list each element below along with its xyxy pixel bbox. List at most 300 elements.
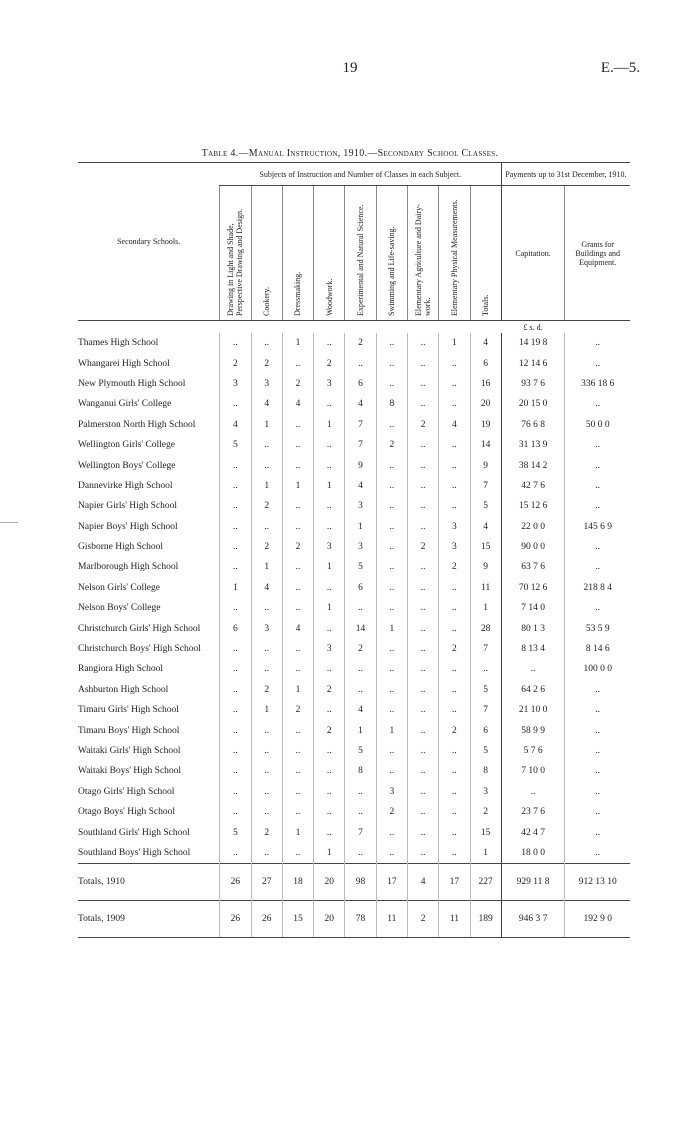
class-count: 1 [220, 578, 251, 598]
class-count: .. [376, 455, 407, 475]
grant-amount: .. [565, 333, 630, 353]
total-class-count: 26 [220, 864, 251, 901]
class-count: .. [407, 659, 438, 679]
row-total: 1 [470, 843, 501, 864]
class-count: .. [407, 782, 438, 802]
class-count: .. [345, 353, 376, 373]
capitation-amount: 76 6 8 [501, 415, 565, 435]
class-count: .. [220, 598, 251, 618]
class-count: .. [376, 822, 407, 842]
class-count: 6 [345, 374, 376, 394]
class-count: 1 [251, 557, 282, 577]
grant-amount: 100 0 0 [565, 659, 630, 679]
row-total: 6 [470, 720, 501, 740]
table-row [78, 700, 630, 720]
table-caption: Table 4.—Manual Instruction, 1910.—Secondary School Classes. [201, 148, 499, 159]
class-count: 2 [407, 537, 438, 557]
class-count: 2 [345, 333, 376, 353]
class-count: .. [220, 720, 251, 740]
table-row [78, 618, 630, 638]
total-class-count: 4 [407, 864, 438, 901]
class-count: .. [439, 394, 470, 414]
class-count: 3 [345, 537, 376, 557]
row-total: 28 [470, 618, 501, 638]
school-name: Southland Boys' High School [78, 847, 191, 858]
class-count: .. [439, 598, 470, 618]
totals-label: Totals, 1909 [78, 901, 220, 938]
class-count: .. [314, 782, 345, 802]
grant-amount: 8 14 6 [565, 639, 630, 659]
capitation-amount: 18 0 0 [501, 843, 565, 864]
subject-header-6: Swimming and Life-saving. [376, 186, 407, 321]
total-class-count: 26 [251, 901, 282, 938]
row-total: 9 [470, 557, 501, 577]
grant-amount: .. [565, 537, 630, 557]
capitation-amount: 7 14 0 [501, 598, 565, 618]
class-count: .. [439, 476, 470, 496]
class-count: 5 [345, 741, 376, 761]
row-total: 3 [470, 782, 501, 802]
class-count: 1 [345, 517, 376, 537]
grant-amount: 53 5 9 [565, 618, 630, 638]
class-count: .. [376, 476, 407, 496]
grand-total: 189 [470, 901, 501, 938]
capitation-amount: 14 19 8 [501, 333, 565, 353]
class-count: .. [220, 517, 251, 537]
class-count: .. [345, 659, 376, 679]
class-count: .. [251, 455, 282, 475]
row-total: 4 [470, 517, 501, 537]
class-count: .. [282, 578, 313, 598]
class-count: .. [407, 700, 438, 720]
class-count: .. [376, 659, 407, 679]
class-count: .. [439, 374, 470, 394]
class-count: .. [407, 435, 438, 455]
grant-amount: 218 8 4 [565, 578, 630, 598]
table-row [78, 557, 630, 577]
school-name: Whangarei High School [78, 358, 170, 369]
class-count: 4 [345, 476, 376, 496]
row-total: 15 [470, 537, 501, 557]
class-count: 4 [345, 394, 376, 414]
subject-header-2: Cookery. [251, 186, 282, 321]
class-count: 1 [314, 557, 345, 577]
table-row [78, 843, 630, 864]
class-count: .. [376, 537, 407, 557]
school-name: Napier Boys' High School [78, 521, 178, 532]
class-count: 2 [251, 353, 282, 373]
class-count: 7 [345, 822, 376, 842]
row-total: 11 [470, 578, 501, 598]
subject-header-4: Woodwork. [314, 186, 345, 321]
school-name: Palmerston North High School [78, 419, 196, 430]
school-name: Gisborne High School [78, 542, 163, 553]
class-count: .. [439, 435, 470, 455]
class-count: 8 [376, 394, 407, 414]
capitation-amount: 21 10 0 [501, 700, 565, 720]
class-count: .. [282, 517, 313, 537]
row-total: 20 [470, 394, 501, 414]
grant-amount: .. [565, 598, 630, 618]
school-name: Rangiora High School [78, 664, 163, 675]
class-count: .. [407, 394, 438, 414]
class-count: .. [220, 659, 251, 679]
class-count: .. [314, 517, 345, 537]
grant-amount: .. [565, 455, 630, 475]
class-count: 9 [345, 455, 376, 475]
class-count: 1 [251, 415, 282, 435]
capitation-amount: 5 7 6 [501, 741, 565, 761]
row-total: 7 [470, 639, 501, 659]
row-total: 8 [470, 761, 501, 781]
table-row [78, 598, 630, 618]
class-count: .. [220, 476, 251, 496]
class-count: .. [376, 700, 407, 720]
class-count: 3 [345, 496, 376, 516]
class-count: .. [439, 659, 470, 679]
class-count: .. [314, 435, 345, 455]
class-count: .. [314, 496, 345, 516]
capitation-amount: 15 12 6 [501, 496, 565, 516]
subjects-group-header: Subjects of Instruction and Number of Classes in each Subject. [220, 163, 502, 186]
class-count: .. [376, 557, 407, 577]
class-count: .. [376, 761, 407, 781]
table-row [78, 415, 630, 435]
class-count: .. [251, 761, 282, 781]
table-row [78, 435, 630, 455]
totals-row [78, 901, 630, 938]
class-count: .. [314, 822, 345, 842]
table-row [78, 476, 630, 496]
class-count: 14 [345, 618, 376, 638]
class-count: .. [439, 802, 470, 822]
row-total: 4 [470, 333, 501, 353]
class-count: .. [220, 782, 251, 802]
capitation-header: Capitation. [501, 186, 565, 321]
capitation-amount: 64 2 6 [501, 680, 565, 700]
row-total: 14 [470, 435, 501, 455]
total-class-count: 11 [439, 901, 470, 938]
class-count: .. [376, 578, 407, 598]
class-count: .. [407, 476, 438, 496]
class-count: .. [251, 639, 282, 659]
class-count: 2 [439, 720, 470, 740]
class-count: .. [220, 680, 251, 700]
class-count: 4 [220, 415, 251, 435]
class-count: 3 [251, 374, 282, 394]
class-count: .. [314, 761, 345, 781]
subject-header-5: Experimental and Natural Science. [345, 186, 376, 321]
class-count: .. [314, 394, 345, 414]
class-count: .. [251, 782, 282, 802]
class-count: 4 [345, 700, 376, 720]
totals-column-header: Totals. [470, 186, 501, 321]
capitation-amount: 63 7 6 [501, 557, 565, 577]
class-count: 6 [220, 618, 251, 638]
school-name: Timaru Girls' High School [78, 705, 179, 716]
grant-amount: .. [565, 802, 630, 822]
class-count: .. [220, 537, 251, 557]
school-name: Timaru Boys' High School [78, 725, 180, 736]
class-count: 2 [220, 353, 251, 373]
class-count: .. [345, 802, 376, 822]
class-count: .. [220, 843, 251, 864]
class-count: .. [439, 618, 470, 638]
class-count: 1 [282, 680, 313, 700]
class-count: 2 [314, 720, 345, 740]
school-name: Otago Boys' High School [78, 807, 175, 818]
class-count: .. [251, 659, 282, 679]
table-row [78, 578, 630, 598]
row-total: 2 [470, 802, 501, 822]
class-count: .. [220, 557, 251, 577]
total-grants: 912 13 10 [565, 864, 630, 901]
class-count: .. [282, 843, 313, 864]
class-count: 6 [345, 578, 376, 598]
row-total: 7 [470, 700, 501, 720]
class-count: 1 [282, 476, 313, 496]
class-count: .. [439, 822, 470, 842]
total-capitation: 946 3 7 [501, 901, 565, 938]
class-count: .. [220, 802, 251, 822]
row-total: 5 [470, 680, 501, 700]
class-count: .. [220, 761, 251, 781]
table-row [78, 680, 630, 700]
total-class-count: 2 [407, 901, 438, 938]
class-count: .. [407, 557, 438, 577]
class-count: .. [407, 333, 438, 353]
currency-units: £ s. d. [523, 322, 543, 332]
class-count: 2 [251, 822, 282, 842]
class-count: 1 [345, 720, 376, 740]
capitation-amount: 58 9 9 [501, 720, 565, 740]
class-count: .. [282, 802, 313, 822]
class-count: .. [376, 415, 407, 435]
capitation-amount: 93 7 6 [501, 374, 565, 394]
row-total: 9 [470, 455, 501, 475]
class-count: .. [345, 598, 376, 618]
class-count: .. [439, 680, 470, 700]
class-count: .. [439, 782, 470, 802]
class-count: 1 [251, 700, 282, 720]
school-name: Wanganui Girls' College [78, 399, 172, 410]
class-count: .. [407, 822, 438, 842]
total-class-count: 17 [376, 864, 407, 901]
class-count: 2 [282, 537, 313, 557]
grant-amount: .. [565, 822, 630, 842]
total-class-count: 98 [345, 864, 376, 901]
class-count: .. [407, 639, 438, 659]
subject-header-7: Elementary Agriculture and Dairy-work. [407, 186, 438, 321]
table-row [78, 353, 630, 373]
class-count: .. [407, 618, 438, 638]
class-count: .. [439, 761, 470, 781]
class-count: 2 [376, 802, 407, 822]
class-count: 1 [282, 822, 313, 842]
class-count: .. [251, 720, 282, 740]
capitation-amount: .. [501, 782, 565, 802]
capitation-amount: 70 12 6 [501, 578, 565, 598]
class-count: .. [251, 741, 282, 761]
capitation-amount: 42 4 7 [501, 822, 565, 842]
class-count: .. [407, 843, 438, 864]
class-count: 3 [376, 782, 407, 802]
class-count: .. [345, 680, 376, 700]
class-count: .. [314, 700, 345, 720]
class-count: 1 [314, 598, 345, 618]
school-name: Ashburton High School [78, 684, 169, 695]
capitation-amount: 8 13 4 [501, 639, 565, 659]
class-count: .. [314, 802, 345, 822]
class-count: .. [407, 374, 438, 394]
class-count: .. [220, 455, 251, 475]
class-count: 2 [439, 557, 470, 577]
capitation-amount: 12 14 6 [501, 353, 565, 373]
row-total: 7 [470, 476, 501, 496]
class-count: .. [251, 843, 282, 864]
class-count: .. [220, 700, 251, 720]
table-row [78, 720, 630, 740]
totals-row [78, 864, 630, 901]
class-count: .. [439, 700, 470, 720]
payments-group-header: Payments up to 31st December, 1910. [501, 163, 630, 186]
class-count: 4 [282, 394, 313, 414]
class-count: .. [282, 639, 313, 659]
class-count: 4 [282, 618, 313, 638]
row-total: 5 [470, 741, 501, 761]
class-count: 1 [376, 720, 407, 740]
class-count: .. [251, 802, 282, 822]
school-name: Christchurch Boys' High School [78, 644, 201, 655]
table-row [78, 394, 630, 414]
school-name: Marlborough High School [78, 562, 179, 573]
class-count: .. [407, 802, 438, 822]
class-count: .. [407, 455, 438, 475]
total-class-count: 26 [220, 901, 251, 938]
class-count: .. [407, 598, 438, 618]
class-count: .. [314, 455, 345, 475]
school-name: Nelson Boys' College [78, 603, 161, 614]
class-count: 1 [251, 476, 282, 496]
grant-amount: .. [565, 557, 630, 577]
school-name: Waitaki Boys' High School [78, 766, 182, 777]
class-count: 5 [345, 557, 376, 577]
class-count: 3 [314, 639, 345, 659]
class-count: .. [407, 517, 438, 537]
subject-header-3: Dressmaking. [282, 186, 313, 321]
table-row [78, 639, 630, 659]
class-count: 3 [439, 537, 470, 557]
class-count: .. [220, 741, 251, 761]
class-count: 8 [345, 761, 376, 781]
grant-amount: .. [565, 761, 630, 781]
school-name: Napier Girls' High School [78, 501, 178, 512]
grant-amount: 145 6 9 [565, 517, 630, 537]
grant-amount: 50 0 0 [565, 415, 630, 435]
class-count: .. [439, 496, 470, 516]
class-count: 2 [345, 639, 376, 659]
class-count: 1 [282, 333, 313, 353]
class-count: .. [282, 557, 313, 577]
class-count: .. [220, 333, 251, 353]
table-row [78, 822, 630, 842]
totals-label: Totals, 1910 [78, 864, 220, 901]
table-row [78, 741, 630, 761]
class-count: .. [439, 843, 470, 864]
class-count: .. [314, 618, 345, 638]
row-total: .. [470, 659, 501, 679]
school-column-header: Secondary Schools. [78, 163, 220, 321]
school-name: Thames High School [78, 338, 159, 349]
total-class-count: 18 [282, 864, 313, 901]
grant-amount: .. [565, 782, 630, 802]
grant-amount: .. [565, 353, 630, 373]
capitation-amount: 42 7 6 [501, 476, 565, 496]
school-name: Southland Girls' High School [78, 827, 190, 838]
school-name: New Plymouth High School [78, 378, 186, 389]
margin-mark [0, 522, 18, 523]
class-count: .. [376, 741, 407, 761]
class-count: 5 [220, 435, 251, 455]
class-count: .. [376, 517, 407, 537]
class-count: 3 [220, 374, 251, 394]
capitation-amount: 31 13 9 [501, 435, 565, 455]
class-count: 2 [439, 639, 470, 659]
class-count: .. [282, 415, 313, 435]
class-count: .. [345, 843, 376, 864]
class-count: 3 [314, 537, 345, 557]
grant-amount: .. [565, 843, 630, 864]
class-count: .. [314, 741, 345, 761]
subject-header-8: Elementary Physical Measurements. [439, 186, 470, 321]
row-total: 15 [470, 822, 501, 842]
grant-amount: .. [565, 720, 630, 740]
capitation-amount: 23 7 6 [501, 802, 565, 822]
table-row [78, 333, 630, 353]
class-count: .. [376, 680, 407, 700]
school-name: Nelson Girls' College [78, 582, 160, 593]
class-count: 2 [314, 680, 345, 700]
grant-amount: .. [565, 741, 630, 761]
class-count: .. [282, 435, 313, 455]
grant-amount: 336 18 6 [565, 374, 630, 394]
row-total: 1 [470, 598, 501, 618]
class-count: .. [314, 333, 345, 353]
class-count: .. [376, 639, 407, 659]
capitation-amount: 7 10 0 [501, 761, 565, 781]
class-count: 2 [407, 415, 438, 435]
class-count: .. [376, 353, 407, 373]
class-count: .. [407, 761, 438, 781]
class-count: 7 [345, 435, 376, 455]
class-count: .. [282, 782, 313, 802]
class-count: .. [407, 353, 438, 373]
grant-amount: .. [565, 394, 630, 414]
class-count: .. [314, 659, 345, 679]
class-count: .. [376, 843, 407, 864]
class-count: 1 [314, 415, 345, 435]
class-count: 2 [251, 496, 282, 516]
class-count: 2 [376, 435, 407, 455]
class-count: 7 [345, 415, 376, 435]
class-count: .. [220, 639, 251, 659]
table-row [78, 537, 630, 557]
class-count: .. [282, 741, 313, 761]
grants-header: Grants for Buildings and Equipment. [565, 186, 630, 321]
class-count: 2 [251, 537, 282, 557]
class-count: .. [407, 496, 438, 516]
class-count: .. [282, 353, 313, 373]
